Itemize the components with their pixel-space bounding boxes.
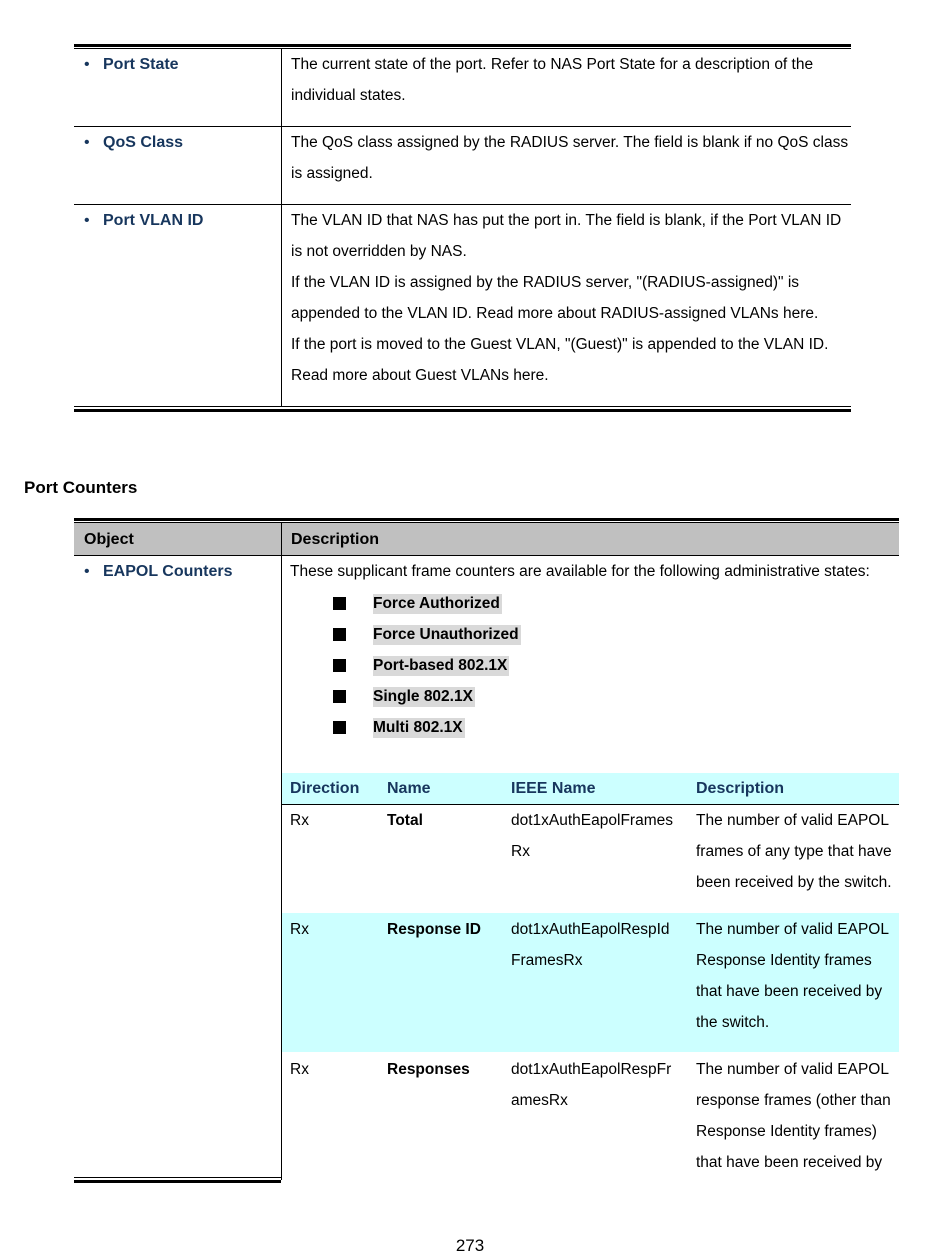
description-port-state (291, 49, 813, 111)
cell-line: the switch. (696, 1014, 770, 1031)
cell-description (696, 914, 889, 1038)
table-top-rule (74, 518, 899, 521)
object-port-vlan-id: Port VLAN ID (103, 212, 204, 229)
square-bullet-icon (333, 597, 346, 610)
description-port-vlan-id (291, 205, 841, 391)
cell-name: Total (387, 812, 423, 829)
description-line: If the port is moved to the Guest VLAN, "(Guest)" is appended to the VLAN ID. (291, 336, 829, 353)
cell-line: amesRx (511, 1092, 568, 1109)
object-qos-class: QoS Class (103, 134, 184, 151)
bullet-icon: • (84, 134, 90, 151)
object-eapol-counters: EAPOL Counters (103, 563, 233, 580)
bullet-icon: • (84, 212, 90, 229)
cell-line: dot1xAuthEapolFrames (511, 812, 673, 829)
state-item (333, 688, 473, 707)
cell-line: been received by the switch. (696, 874, 892, 891)
inner-header-name: Name (387, 780, 431, 797)
cell-line: Response Identity frames) (696, 1123, 877, 1140)
table-bottom-rule (74, 409, 851, 412)
inner-header-description: Description (696, 780, 785, 797)
cell-line: The number of valid EAPOL (696, 1061, 889, 1078)
description-line: If the VLAN ID is assigned by the RADIUS server, "(RADIUS-assigned)" is (291, 274, 800, 291)
description-line: Read more about Guest VLANs here. (291, 367, 549, 384)
cell-description (696, 1054, 891, 1178)
table-top-rule (74, 44, 851, 47)
cell-line: frames of any type that have (696, 843, 892, 860)
state-label: Force Unauthorized (373, 626, 519, 643)
table-header-row (74, 523, 899, 556)
cell-direction: Rx (290, 1061, 309, 1078)
description-line: appended to the VLAN ID. Read more about RADIUS-assigned VLANs here. (291, 305, 819, 322)
inner-header-direction: Direction (290, 780, 360, 797)
state-item (333, 626, 519, 645)
table-bottom-rule (74, 1180, 281, 1183)
table-bottom-rule-inner (74, 406, 851, 407)
section-title: Port Counters (24, 478, 138, 497)
page-number: 273 (455, 1236, 485, 1255)
state-label: Multi 802.1X (373, 719, 463, 736)
state-item (333, 595, 500, 614)
table-bottom-rule-inner (74, 1177, 281, 1178)
square-bullet-icon (333, 628, 346, 641)
state-label: Force Authorized (373, 595, 500, 612)
table-column-divider (281, 48, 282, 406)
header-object: Object (84, 531, 134, 548)
state-label: Single 802.1X (373, 688, 473, 705)
object-port-state: Port State (103, 56, 179, 73)
cell-name: Responses (387, 1061, 470, 1078)
description-line: The QoS class assigned by the RADIUS server. The field is blank if no QoS class (291, 134, 849, 151)
square-bullet-icon (333, 721, 346, 734)
cell-line: that have been received by (696, 1154, 883, 1171)
cell-ieee-name (511, 1054, 671, 1116)
cell-direction: Rx (290, 921, 309, 938)
cell-line: Rx (511, 843, 530, 860)
state-item (333, 657, 508, 676)
cell-line: dot1xAuthEapolRespFr (511, 1061, 672, 1078)
cell-line: dot1xAuthEapolRespId (511, 921, 670, 938)
cell-line: Response Identity frames (696, 952, 872, 969)
description-line: is not overridden by NAS. (291, 243, 467, 260)
description-qos-class (291, 127, 848, 189)
cell-line: The number of valid EAPOL (696, 921, 889, 938)
bullet-icon: • (84, 56, 90, 73)
description-line: The VLAN ID that NAS has put the port in. The field is blank, if the Port VLAN ID (291, 212, 842, 229)
square-bullet-icon (333, 659, 346, 672)
square-bullet-icon (333, 690, 346, 703)
table-column-divider (281, 523, 282, 1180)
counters-intro: These supplicant frame counters are available for the following administrative states: (290, 563, 870, 580)
cell-line: response frames (other than (696, 1092, 891, 1109)
state-item (333, 719, 463, 738)
state-label: Port-based 802.1X (373, 657, 508, 674)
inner-header-ieee-name: IEEE Name (511, 780, 596, 797)
cell-line: FramesRx (511, 952, 583, 969)
description-line: is assigned. (291, 165, 373, 182)
description-line: individual states. (291, 87, 406, 104)
cell-line: that have been received by (696, 983, 883, 1000)
cell-ieee-name (511, 805, 673, 867)
header-description: Description (291, 531, 380, 548)
cell-ieee-name (511, 914, 670, 976)
cell-description (696, 805, 892, 898)
cell-line: The number of valid EAPOL (696, 812, 889, 829)
cell-name: Response ID (387, 921, 481, 938)
cell-direction: Rx (290, 812, 309, 829)
description-line: The current state of the port. Refer to NAS Port State for a description of the (291, 56, 814, 73)
bullet-icon: • (84, 563, 90, 580)
